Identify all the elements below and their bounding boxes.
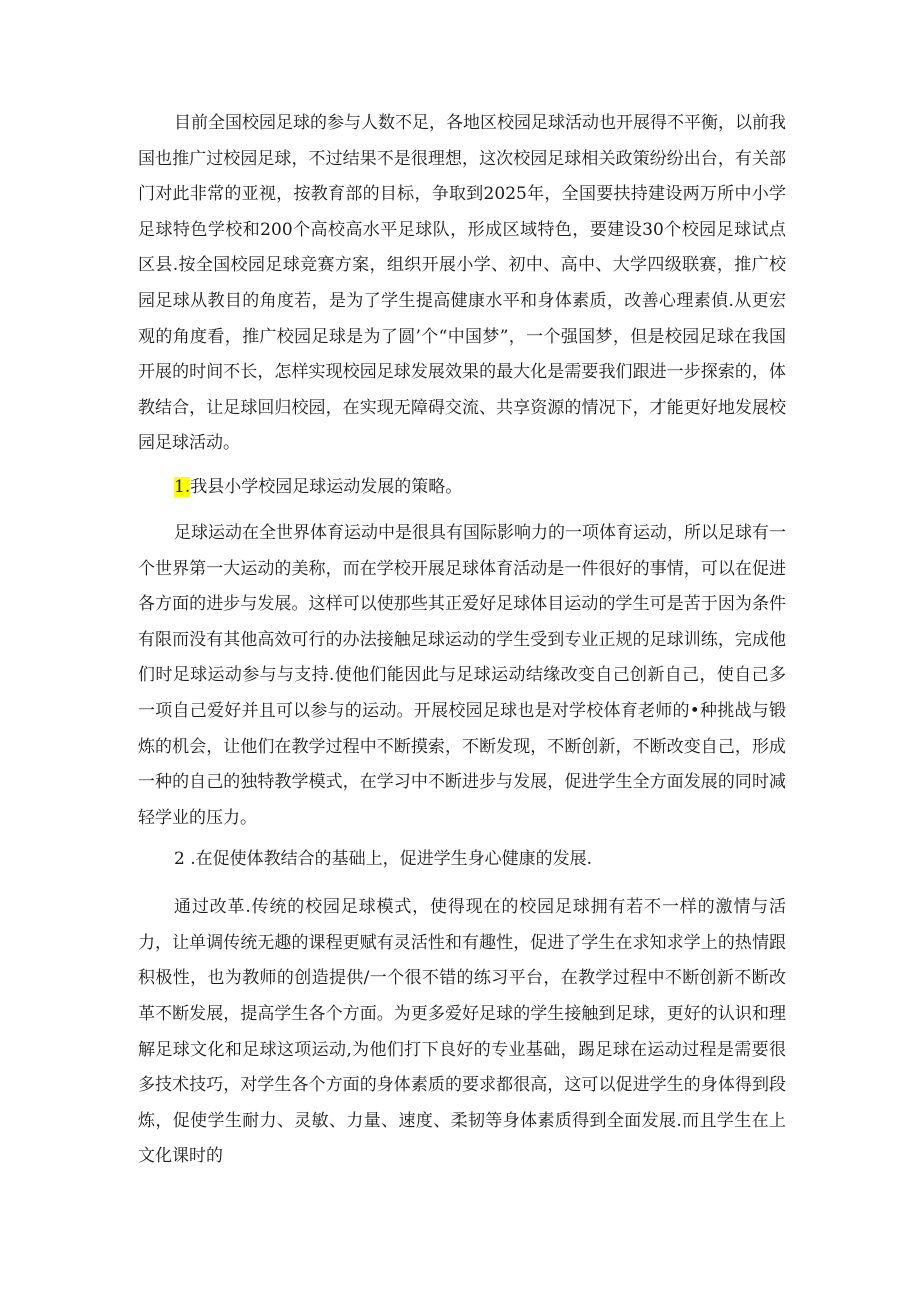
- section-heading-1: [138, 472, 786, 502]
- heading-number-highlighted: 1.: [174, 476, 191, 497]
- heading-number: 2: [174, 849, 185, 870]
- document-page: [138, 106, 786, 1175]
- section-heading-2: [138, 844, 786, 874]
- heading-text: 我县小学校园足球运动发展的策略。: [190, 476, 463, 497]
- paragraph-strategy: 足球运动在全世界体育运动中是很具有国际影响力的一项体育运动，所以足球有一个世界第一大运动的美称，而在学校开展足球体育活动是一件很好的事情，可以在促进各方面的进步与发展。这样可以使那些其正爱好足球体目运动的学生可是苦于因为条件有限而没有其他高效可行的办法接触足球运动的学生受到专业正规的足球训练，完成他们时足球运动参与与支持.使他们能因此与足球运动结缘改变自己创新自己，使自己多一项自己爱好并且可以参与的运动。开展校园足球也是对学校体育老师的•种挑战与锻炼的机会，让他们在教学过程中不断摸索，不断发现，不断创新，不断改变自己，形成一种的自己的独特教学模式，在学习中不断进步与发展，促进学生全方面发展的同时减轻学业的压力。: [138, 522, 786, 828]
- paragraph-reform: 通过改革.传统的校园足球模式，使得现在的校园足球拥有若不一样的激情与活力，让单调传统无趣的课程更赋有灵活性和有趣性，促进了学生在求知求学上的热情跟积极性，也为教师的创造提供/一个很不错的练习平台，在教学过程中不断创新不断改革不断发展，提高学生各个方面。为更多爱好足球的学生接触到足球，更好的认识和理解足球文化和足球这项运动,为他们打下良好的专业基础，踢足球在运动过程是需要很多技术技巧，对学生各个方面的身体素质的要求都很高，这可以促进学生的身体得到段炼，促使学生耐力、灵敏、力量、速度、柔韧等身体素质得到全面发展.而且学生在上文化课时的: [138, 897, 786, 1167]
- paragraph-intro: 目前全国校园足球的参与人数不足，各地区校园足球活动也开展得不平衡，以前我国也推广过校园足球，不过结果不是很理想，这次校园足球相关政策纷纷出台，有关部门对此非常的亚视，按教育部的目标，争取到2025年，全国要扶持建设两万所中小学足球特色学校和200个高校高水平足球队，形成区域特色，要建设30个校园足球试点区县.按全国校园足球竞赛方案，组织开展小学、初中、高中、大学四级联赛，推广校园足球从教目的角度若，是为了学生提高健康水平和身体素质，改善心理素偵.从更宏观的角度看，推广校园足球是为了圆’个“中国梦”，一个强国梦，但是校园足球在我国开展的时间不长，怎样实现校园足球发展效果的最大化是需要我们跟进一步探索的，体教结合，让足球回归校园，在实现无障碍交流、共享资源的情况下，才能更好地发展校园足球活动。: [138, 113, 786, 454]
- heading-text: .在促使体教结合的基础上，促进学生身心健康的发展.: [184, 849, 593, 870]
